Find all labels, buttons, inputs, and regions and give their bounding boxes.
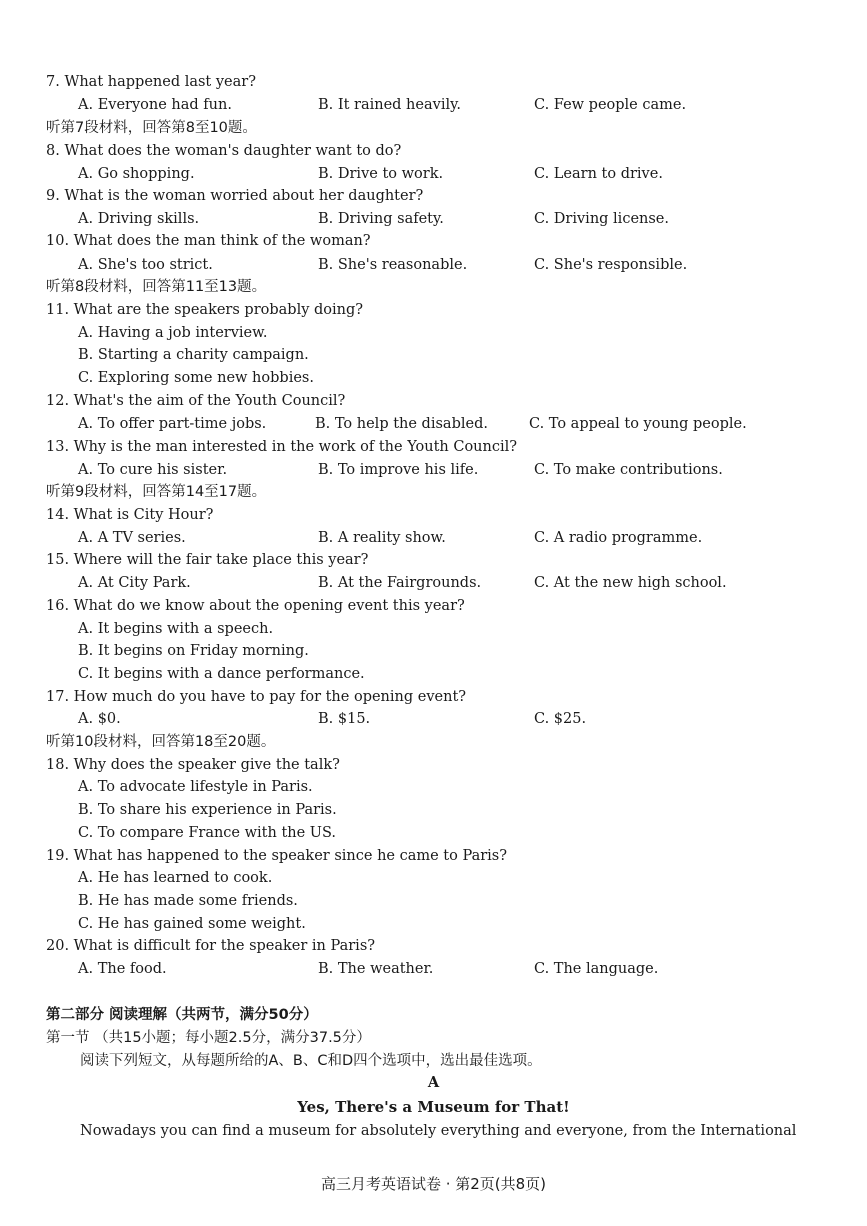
question-7-stem: 7. What happened last year? (46, 74, 256, 90)
question-15-option-a: A. At City Park. (78, 575, 191, 591)
question-18-option-c: C. To compare France with the US. (78, 825, 337, 841)
question-10-option-c: C. She's responsible. (534, 257, 688, 273)
page-footer: 高三月考英语试卷 · 第2页(共8页) (320, 1175, 547, 1193)
passage-letter: A (427, 1074, 440, 1091)
question-13-option-c: C. To make contributions. (534, 462, 723, 478)
question-16-option-a: A. It begins with a speech. (78, 621, 274, 637)
question-17-option-a: A. $0. (78, 711, 121, 727)
question-10-stem: 10. What does the man think of the woman? (46, 233, 371, 249)
question-14-stem: 14. What is City Hour? (46, 507, 214, 523)
question-17-option-b: B. $15. (318, 711, 371, 727)
question-8-option-b: B. Drive to work. (318, 166, 444, 182)
question-13-option-a: A. To cure his sister. (78, 462, 228, 478)
question-11-stem: 11. What are the speakers probably doing? (46, 302, 364, 318)
question-12-option-a: A. To offer part-time jobs. (78, 416, 267, 432)
question-11-option-c: C. Exploring some new hobbies. (78, 370, 314, 386)
question-10-option-b: B. She's reasonable. (318, 257, 468, 273)
question-8-option-a: A. Go shopping. (78, 166, 195, 182)
question-11-option-b: B. Starting a charity campaign. (78, 347, 309, 363)
question-9-stem: 9. What is the woman worried about her daughter? (46, 188, 424, 204)
question-18-stem: 18. Why does the speaker give the talk? (46, 757, 340, 773)
question-20-stem: 20. What is difficult for the speaker in Paris? (46, 938, 376, 954)
question-12-option-b: B. To help the disabled. (315, 416, 488, 432)
question-16-stem: 16. What do we know about the opening event this year? (46, 598, 465, 614)
question-20-option-c: C. The language. (534, 961, 659, 977)
question-10-option-a: A. She's too strict. (78, 257, 213, 273)
question-13-stem: 13. Why is the man interested in the work of the Youth Council? (46, 439, 518, 455)
question-16-option-b: B. It begins on Friday morning. (78, 643, 309, 659)
section-9-heading: 听第9段材料，回答第14至17题。 (46, 484, 267, 500)
part-2-heading: 第二部分 阅读理解（共两节，满分50分） (46, 1007, 318, 1023)
question-14-option-a: A. A TV series. (78, 530, 186, 546)
question-7-option-c: C. Few people came. (534, 97, 687, 113)
question-14-option-c: C. A radio programme. (534, 530, 703, 546)
question-15-stem: 15. Where will the fair take place this year? (46, 552, 369, 568)
question-11-option-a: A. Having a job interview. (78, 325, 268, 341)
question-19-stem: 19. What has happened to the speaker since he came to Paris? (46, 848, 508, 864)
question-19-option-b: B. He has made some friends. (78, 893, 298, 909)
question-19-option-a: A. He has learned to cook. (78, 870, 273, 886)
question-17-option-c: C. $25. (534, 711, 587, 727)
question-9-option-a: A. Driving skills. (78, 211, 200, 227)
question-15-option-b: B. At the Fairgrounds. (318, 575, 482, 591)
question-17-stem: 17. How much do you have to pay for the opening event? (46, 689, 467, 705)
question-8-option-c: C. Learn to drive. (534, 166, 663, 182)
reading-instruction: 阅读下列短文，从每题所给的A、B、C和D四个选项中，选出最佳选项。 (80, 1053, 542, 1069)
question-20-option-a: A. The food. (78, 961, 167, 977)
question-8-stem: 8. What does the woman's daughter want to do? (46, 143, 402, 159)
question-13-option-b: B. To improve his life. (318, 462, 479, 478)
question-14-option-b: B. A reality show. (318, 530, 446, 546)
question-19-option-c: C. He has gained some weight. (78, 916, 306, 932)
question-12-stem: 12. What's the aim of the Youth Council? (46, 393, 346, 409)
section-8-heading: 听第8段材料，回答第11至13题。 (46, 279, 267, 295)
question-12-option-c: C. To appeal to young people. (529, 416, 747, 432)
section-7-heading: 听第7段材料，回答第8至10题。 (46, 120, 257, 136)
question-18-option-a: A. To advocate lifestyle in Paris. (78, 779, 313, 795)
question-9-option-b: B. Driving safety. (318, 211, 444, 227)
question-7-option-b: B. It rained heavily. (318, 97, 461, 113)
part-2-section-1-heading: 第一节 （共15小题；每小题2.5分，满分37.5分） (46, 1030, 371, 1046)
question-7-option-a: A. Everyone had fun. (78, 97, 232, 113)
question-18-option-b: B. To share his experience in Paris. (78, 802, 337, 818)
question-16-option-c: C. It begins with a dance performance. (78, 666, 365, 682)
question-20-option-b: B. The weather. (318, 961, 434, 977)
section-10-heading: 听第10段材料，回答第18至20题。 (46, 734, 276, 750)
question-9-option-c: C. Driving license. (534, 211, 669, 227)
passage-title: Yes, There's a Museum for That! (297, 1098, 570, 1116)
passage-first-line: Nowadays you can find a museum for absolutely everything and everyone, from the International (80, 1123, 797, 1139)
question-15-option-c: C. At the new high school. (534, 575, 727, 591)
